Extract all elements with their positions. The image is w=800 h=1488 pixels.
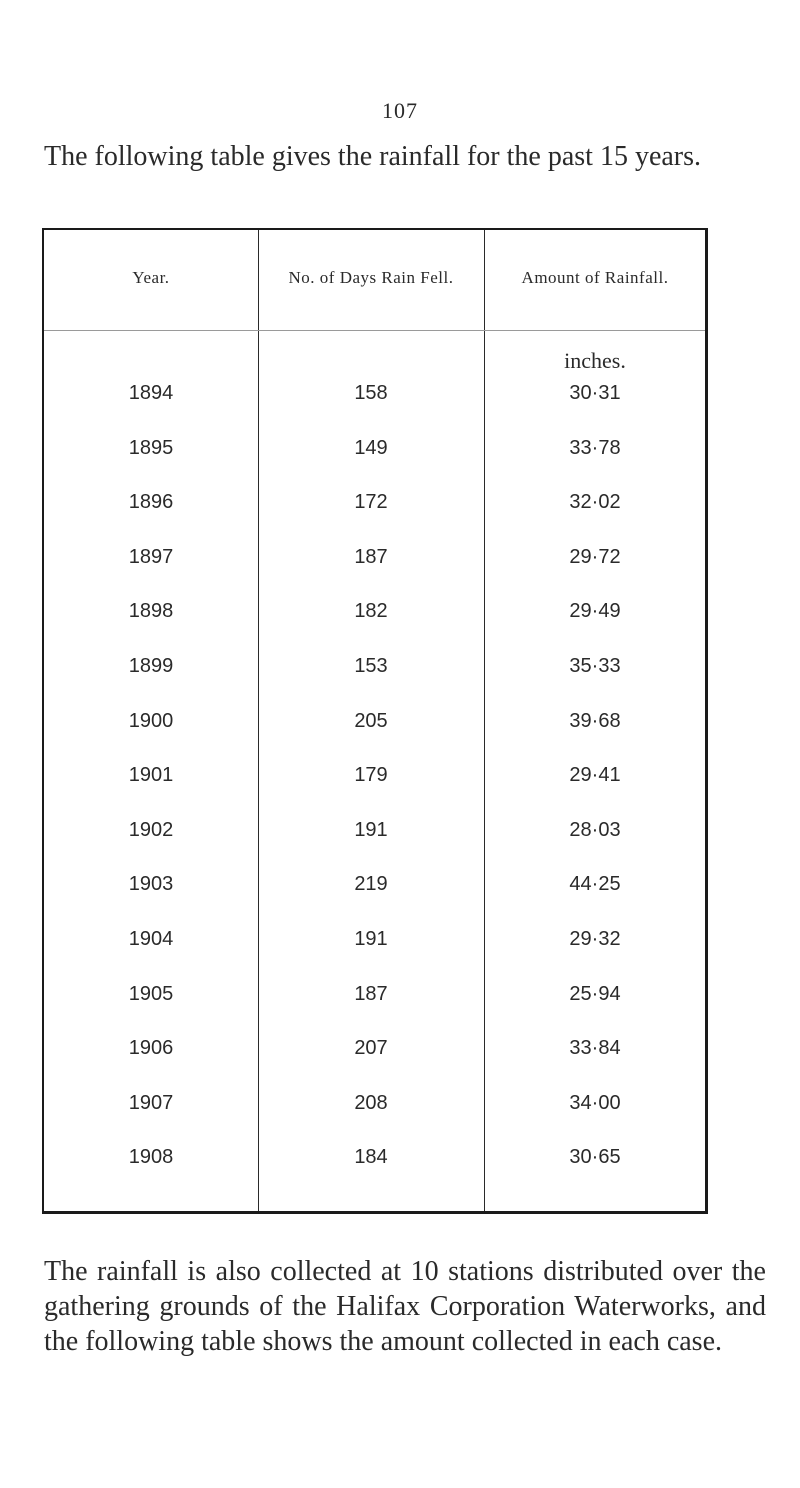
- cell-year: 1900: [128, 709, 174, 732]
- cell-amount: 39·68: [569, 709, 621, 732]
- cell-days: 179: [354, 764, 388, 787]
- cell-year: 1907: [128, 1091, 174, 1114]
- table-row: [44, 764, 705, 819]
- cell-days: 182: [354, 600, 388, 623]
- cell-amount: 25·94: [569, 982, 621, 1005]
- cell-amount: 32·02: [569, 491, 621, 514]
- table-row: [44, 873, 705, 928]
- cell-year: 1905: [128, 982, 174, 1005]
- rainfall-table: [42, 228, 708, 1214]
- cell-year: 1897: [128, 545, 174, 568]
- table-row: [44, 819, 705, 874]
- header-days: No. of Days Rain Fell.: [288, 268, 454, 287]
- cell-year: 1903: [128, 873, 174, 896]
- cell-days: 207: [354, 1037, 388, 1060]
- page-number: 107: [382, 98, 418, 123]
- cell-year: 1894: [128, 382, 174, 404]
- table-row: [44, 710, 705, 765]
- cell-days: 205: [354, 709, 388, 732]
- cell-year: 1904: [128, 927, 174, 950]
- cell-days: 191: [354, 818, 388, 841]
- table-row: [44, 491, 705, 546]
- table-row: [44, 1092, 705, 1147]
- cell-amount: 35·33: [569, 654, 621, 677]
- table-row: [44, 546, 705, 601]
- cell-days: 149: [354, 436, 388, 459]
- table-row: [44, 655, 705, 710]
- cell-year: 1902: [128, 818, 174, 841]
- cell-amount: 30·31: [569, 382, 621, 404]
- table-row: [44, 983, 705, 1038]
- cell-amount: 33·78: [569, 436, 621, 459]
- cell-year: 1906: [128, 1037, 174, 1060]
- cell-year: 1895: [128, 436, 174, 459]
- cell-year: 1908: [128, 1146, 174, 1169]
- header-amount: Amount of Rainfall.: [521, 268, 669, 287]
- cell-amount: 30·65: [569, 1146, 621, 1169]
- outro-paragraph: The rainfall is also collected at 10 stations distributed over the gathering grounds of the Halifax Corporation Waterworks, and the following table shows the amount collected in each case.: [44, 1256, 766, 1357]
- table-row: [44, 437, 705, 492]
- cell-year: 1896: [128, 491, 174, 514]
- cell-year: 1898: [128, 600, 174, 623]
- cell-year: 1901: [128, 764, 174, 787]
- cell-amount: 44·25: [569, 873, 621, 896]
- intro-paragraph: The following table gives the rainfall for the past 15 years.: [44, 141, 702, 172]
- cell-amount: 28·03: [569, 818, 621, 841]
- table-row: [44, 382, 705, 437]
- table-row: [44, 928, 705, 983]
- cell-amount: 29·32: [569, 927, 621, 950]
- cell-days: 153: [354, 654, 388, 677]
- cell-amount: 29·41: [569, 764, 621, 787]
- cell-amount: 29·49: [569, 600, 621, 623]
- cell-days: 219: [354, 873, 388, 896]
- table-row: [44, 600, 705, 655]
- cell-amount: 33·84: [569, 1037, 621, 1060]
- cell-days: 191: [354, 927, 388, 950]
- table-header-row: [44, 230, 705, 331]
- cell-days: 187: [354, 545, 388, 568]
- cell-year: 1899: [128, 654, 174, 677]
- cell-amount: 29·72: [569, 545, 621, 568]
- cell-days: 184: [354, 1146, 388, 1169]
- table-row: [44, 1037, 705, 1092]
- header-year: Year.: [132, 268, 170, 287]
- cell-days: 208: [354, 1091, 388, 1114]
- units-label: inches.: [564, 348, 626, 373]
- cell-days: 158: [354, 382, 388, 404]
- table-body: [44, 382, 705, 1201]
- cell-amount: 34·00: [569, 1091, 621, 1114]
- table-row: [44, 1146, 705, 1201]
- cell-days: 187: [354, 982, 388, 1005]
- cell-days: 172: [354, 491, 388, 514]
